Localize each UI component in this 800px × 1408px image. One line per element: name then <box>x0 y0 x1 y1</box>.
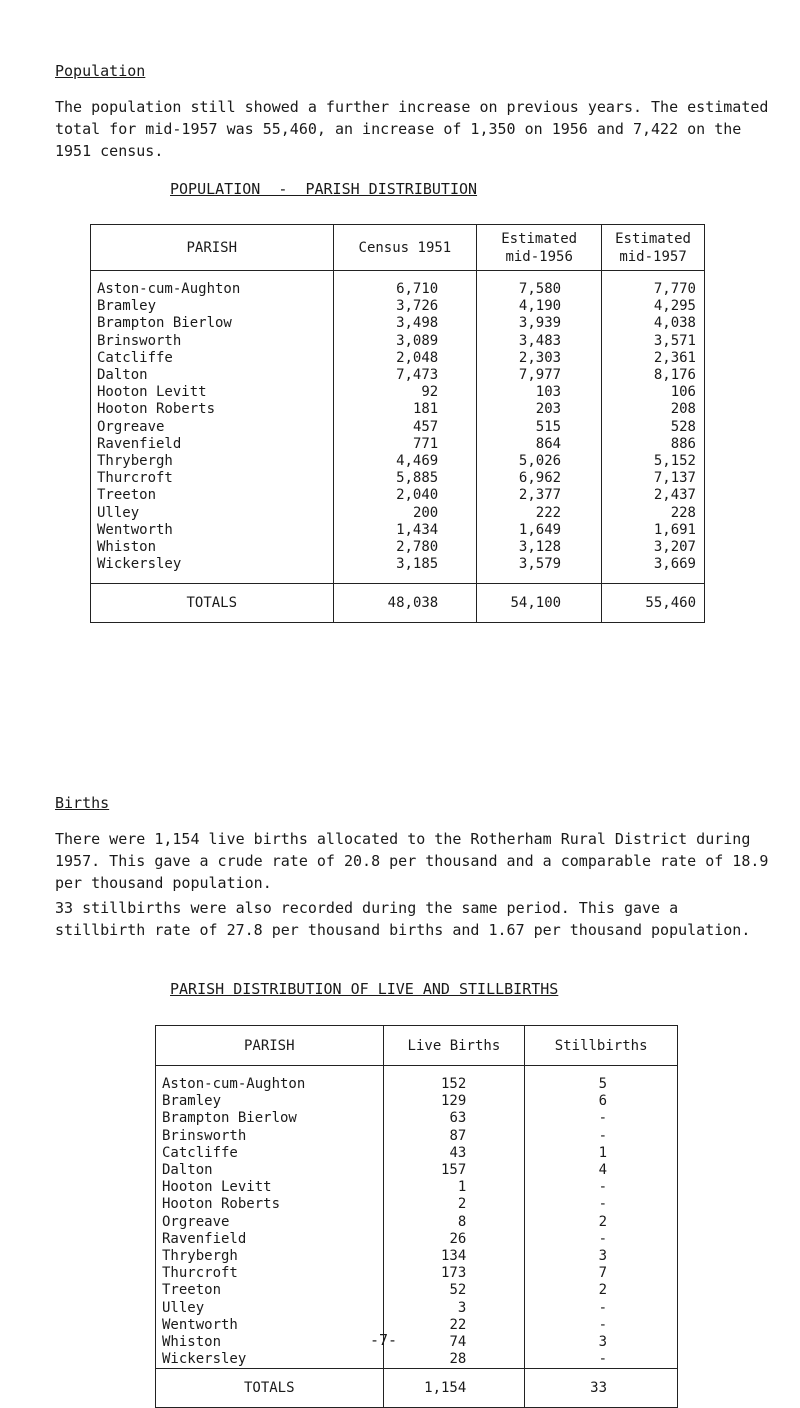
col-header-parish: PARISH <box>156 1026 384 1066</box>
value-cell: 3,089 <box>333 333 477 350</box>
value-cell: 8 <box>383 1214 525 1231</box>
table-row <box>91 556 705 573</box>
parish-name-cell: Brampton Bierlow <box>156 1110 384 1127</box>
value-cell: - <box>525 1196 678 1213</box>
table-row <box>156 1300 678 1317</box>
parish-name-cell: Thrybergh <box>156 1248 384 1265</box>
table-row <box>156 1265 678 1282</box>
value-cell: 3 <box>525 1334 678 1351</box>
value-cell: 87 <box>383 1128 525 1145</box>
value-cell: 2 <box>525 1282 678 1299</box>
population-table-caption: POPULATION - PARISH DISTRIBUTION <box>170 180 478 198</box>
parish-name-cell: Thurcroft <box>156 1265 384 1282</box>
parish-name-cell: Orgreave <box>91 419 334 436</box>
table-row <box>91 453 705 470</box>
value-cell: 157 <box>383 1162 525 1179</box>
value-cell: 7,580 <box>477 281 602 298</box>
value-cell: 63 <box>383 1110 525 1127</box>
value-cell: 92 <box>333 384 477 401</box>
table-row <box>156 1076 678 1093</box>
value-cell: - <box>525 1231 678 1248</box>
parish-name-cell: Orgreave <box>156 1214 384 1231</box>
parish-name-cell: Brampton Bierlow <box>91 315 334 332</box>
table-row <box>156 1162 678 1179</box>
table-row <box>156 1196 678 1213</box>
value-cell: 4,038 <box>602 315 705 332</box>
table-row <box>91 315 705 332</box>
births-paragraph-2: 33 stillbirths were also recorded during the same period. This gave a stillbirth rate of 27.8 per thousand births and 1.67 per thousand population. <box>55 899 751 939</box>
table-row <box>91 384 705 401</box>
totals-label: TOTALS <box>156 1369 384 1408</box>
value-cell: 203 <box>477 401 602 418</box>
table-row <box>91 539 705 556</box>
table-row <box>156 1145 678 1162</box>
parish-name-cell: Treeton <box>91 487 334 504</box>
value-cell: 22 <box>383 1317 525 1334</box>
table-row <box>156 1334 678 1351</box>
table-row <box>156 1110 678 1127</box>
parish-name-cell: Ulley <box>91 505 334 522</box>
population-heading: Population <box>55 62 146 80</box>
value-cell: 1,649 <box>477 522 602 539</box>
population-table <box>90 224 705 623</box>
value-cell: 3,726 <box>333 298 477 315</box>
table-row <box>91 367 705 384</box>
parish-name-cell: Bramley <box>156 1093 384 1110</box>
parish-name-cell: Dalton <box>156 1162 384 1179</box>
parish-name-cell: Brinsworth <box>156 1128 384 1145</box>
value-cell: 3,669 <box>602 556 705 573</box>
value-cell: 181 <box>333 401 477 418</box>
totals-row <box>156 1369 678 1408</box>
parish-name-cell: Aston-cum-Aughton <box>156 1076 384 1093</box>
value-cell: 43 <box>383 1145 525 1162</box>
value-cell: 2,780 <box>333 539 477 556</box>
totals-value: 55,460 <box>602 584 705 623</box>
value-cell: 4,190 <box>477 298 602 315</box>
value-cell: 200 <box>333 505 477 522</box>
value-cell: 771 <box>333 436 477 453</box>
parish-name-cell: Whiston <box>91 539 334 556</box>
value-cell: 103 <box>477 384 602 401</box>
value-cell: 52 <box>383 1282 525 1299</box>
value-cell: 457 <box>333 419 477 436</box>
value-cell: 3,207 <box>602 539 705 556</box>
parish-name-cell: Treeton <box>156 1282 384 1299</box>
parish-name-cell: Wickersley <box>156 1351 384 1369</box>
value-cell: 1 <box>383 1179 525 1196</box>
parish-name-cell: Hooton Levitt <box>91 384 334 401</box>
value-cell: 515 <box>477 419 602 436</box>
parish-name-cell: Wentworth <box>91 522 334 539</box>
parish-name-cell: Aston-cum-Aughton <box>91 281 334 298</box>
value-cell: 208 <box>602 401 705 418</box>
table-row <box>156 1214 678 1231</box>
value-cell: 7 <box>525 1265 678 1282</box>
value-cell: - <box>525 1351 678 1369</box>
table-row <box>156 1128 678 1145</box>
value-cell: 2,377 <box>477 487 602 504</box>
value-cell: 886 <box>602 436 705 453</box>
value-cell: 152 <box>383 1076 525 1093</box>
table-row <box>91 298 705 315</box>
parish-name-cell: Catcliffe <box>91 350 334 367</box>
value-cell: 5,152 <box>602 453 705 470</box>
table-row <box>91 487 705 504</box>
value-cell: 3,498 <box>333 315 477 332</box>
table-row <box>156 1231 678 1248</box>
value-cell: 1,691 <box>602 522 705 539</box>
totals-value: 1,154 <box>383 1369 525 1408</box>
value-cell: 7,770 <box>602 281 705 298</box>
value-cell: 4,295 <box>602 298 705 315</box>
value-cell: 5,026 <box>477 453 602 470</box>
value-cell: 28 <box>383 1351 525 1369</box>
table-row <box>91 333 705 350</box>
value-cell: 222 <box>477 505 602 522</box>
table-row <box>91 419 705 436</box>
table-row <box>91 522 705 539</box>
totals-row <box>91 584 705 623</box>
col-header-parish: PARISH <box>91 225 334 271</box>
value-cell: 106 <box>602 384 705 401</box>
births-heading: Births <box>55 794 110 812</box>
parish-name-cell: Brinsworth <box>91 333 334 350</box>
value-cell: 3,579 <box>477 556 602 573</box>
parish-name-cell: Dalton <box>91 367 334 384</box>
value-cell: 3,939 <box>477 315 602 332</box>
value-cell: 6,710 <box>333 281 477 298</box>
value-cell: 26 <box>383 1231 525 1248</box>
table-row <box>156 1351 678 1369</box>
totals-label: TOTALS <box>91 584 334 623</box>
page-number: -7- <box>370 1331 398 1349</box>
value-cell: 1,434 <box>333 522 477 539</box>
value-cell: 3,483 <box>477 333 602 350</box>
population-paragraph: The population still showed a further increase on previous years. The estimated total for mid-1957 was 55,460, an increase of 1,350 on 1956 and 7,422 on the 1951 census. <box>55 98 769 160</box>
parish-name-cell: Wentworth <box>156 1317 384 1334</box>
table-row <box>156 1282 678 1299</box>
col-header-stillbirths: Stillbirths <box>525 1026 678 1066</box>
table-row <box>91 470 705 487</box>
value-cell: 74 <box>383 1334 525 1351</box>
births-paragraph-1: There were 1,154 live births allocated to the Rotherham Rural District during 1957. This gave a crude rate of 20.8 per thousand and a comparable rate of 18.9 per thousand population. <box>55 830 769 892</box>
value-cell: 4,469 <box>333 453 477 470</box>
value-cell: 528 <box>602 419 705 436</box>
value-cell: 3 <box>525 1248 678 1265</box>
value-cell: - <box>525 1179 678 1196</box>
value-cell: 7,473 <box>333 367 477 384</box>
value-cell: - <box>525 1300 678 1317</box>
value-cell: 2,361 <box>602 350 705 367</box>
table-row <box>91 401 705 418</box>
table-row <box>156 1093 678 1110</box>
parish-name-cell: Hooton Roberts <box>91 401 334 418</box>
value-cell: - <box>525 1110 678 1127</box>
totals-value: 54,100 <box>477 584 602 623</box>
col-header-census-1951: Census 1951 <box>333 225 477 271</box>
parish-name-cell: Ravenfield <box>91 436 334 453</box>
parish-name-cell: Catcliffe <box>156 1145 384 1162</box>
value-cell: 5 <box>525 1076 678 1093</box>
value-cell: 1 <box>525 1145 678 1162</box>
value-cell: 2,303 <box>477 350 602 367</box>
value-cell: 6 <box>525 1093 678 1110</box>
births-table-caption: PARISH DISTRIBUTION OF LIVE AND STILLBIRTHS <box>170 980 559 998</box>
births-table <box>155 1025 678 1408</box>
parish-name-cell: Wickersley <box>91 556 334 573</box>
totals-value: 48,038 <box>333 584 477 623</box>
value-cell: 3,128 <box>477 539 602 556</box>
table-row <box>91 505 705 522</box>
parish-name-cell: Whiston <box>156 1334 384 1351</box>
col-header-estimated-1956: Estimated mid-1956 <box>477 225 602 271</box>
table-row <box>156 1317 678 1334</box>
value-cell: 6,962 <box>477 470 602 487</box>
parish-name-cell: Bramley <box>91 298 334 315</box>
table-row <box>91 350 705 367</box>
value-cell: 2,437 <box>602 487 705 504</box>
col-header-estimated-1957: Estimated mid-1957 <box>602 225 705 271</box>
table-row <box>156 1248 678 1265</box>
totals-value: 33 <box>525 1369 678 1408</box>
value-cell: 2,040 <box>333 487 477 504</box>
parish-name-cell: Thrybergh <box>91 453 334 470</box>
value-cell: 129 <box>383 1093 525 1110</box>
value-cell: - <box>525 1317 678 1334</box>
parish-name-cell: Thurcroft <box>91 470 334 487</box>
value-cell: 3 <box>383 1300 525 1317</box>
value-cell: 173 <box>383 1265 525 1282</box>
value-cell: 7,137 <box>602 470 705 487</box>
value-cell: 3,185 <box>333 556 477 573</box>
parish-name-cell: Hooton Levitt <box>156 1179 384 1196</box>
parish-name-cell: Ulley <box>156 1300 384 1317</box>
value-cell: 8,176 <box>602 367 705 384</box>
value-cell: 2 <box>525 1214 678 1231</box>
table-row <box>91 436 705 453</box>
value-cell: 4 <box>525 1162 678 1179</box>
table-row <box>156 1179 678 1196</box>
value-cell: - <box>525 1128 678 1145</box>
value-cell: 7,977 <box>477 367 602 384</box>
value-cell: 864 <box>477 436 602 453</box>
value-cell: 228 <box>602 505 705 522</box>
parish-name-cell: Hooton Roberts <box>156 1196 384 1213</box>
value-cell: 3,571 <box>602 333 705 350</box>
value-cell: 134 <box>383 1248 525 1265</box>
parish-name-cell: Ravenfield <box>156 1231 384 1248</box>
table-row <box>91 281 705 298</box>
value-cell: 2 <box>383 1196 525 1213</box>
value-cell: 5,885 <box>333 470 477 487</box>
value-cell: 2,048 <box>333 350 477 367</box>
col-header-live-births: Live Births <box>383 1026 525 1066</box>
